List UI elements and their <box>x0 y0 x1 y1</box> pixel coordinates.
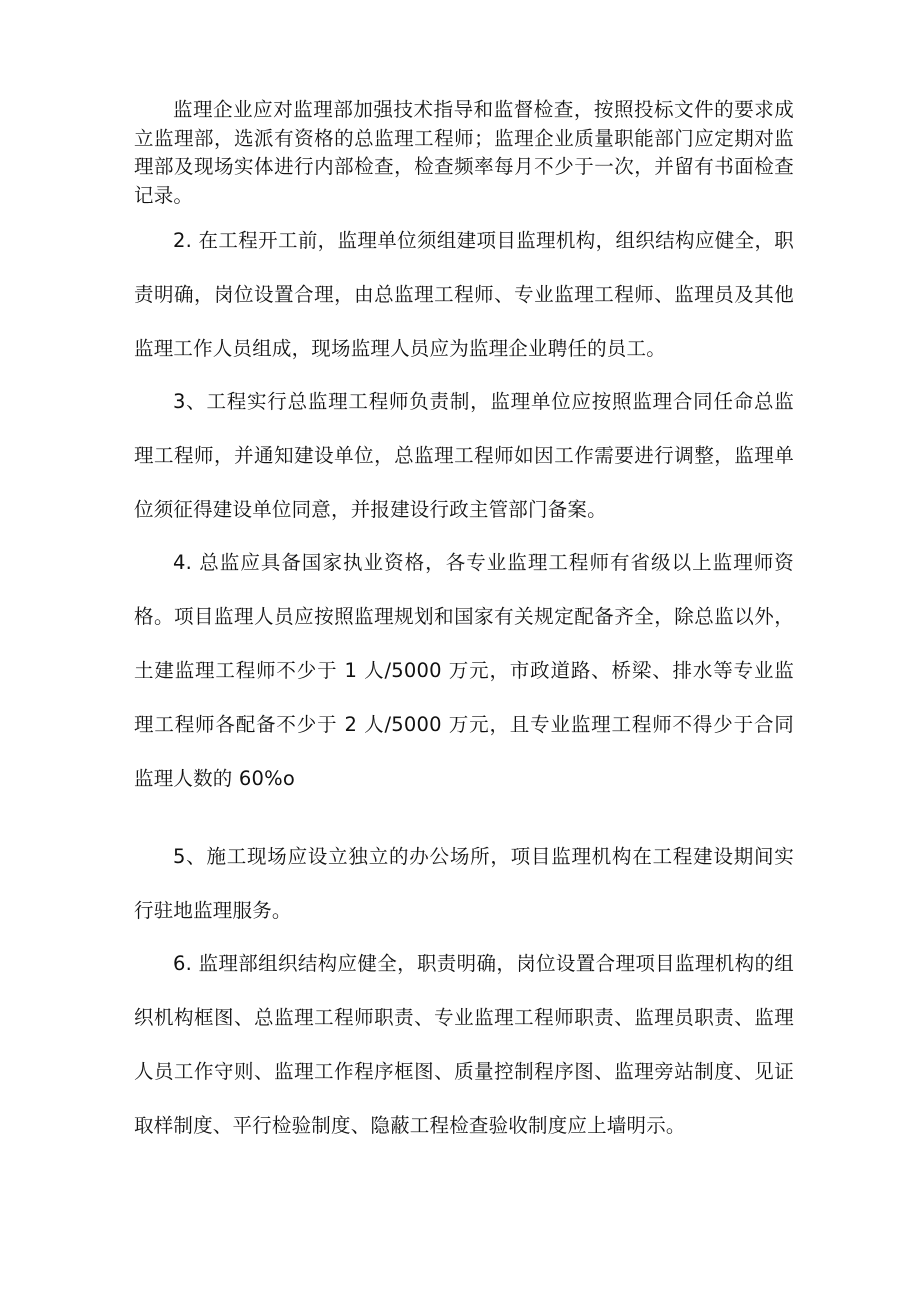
paragraph-item-5: 5、施工现场应设立独立的办公场所，项目监理机构在工程建设期间实行驻地监理服务。 <box>134 845 794 922</box>
paragraph-item-4: 4. 总监应具备国家执业资格，各专业监理工程师有省级以上监理师资格。项目监理人员应按照监理规划和国家有关规定配备齐全，除总监以外，土建监理工程师不少于 1 人/5000 万元，市政道路、桥梁、排水等专业监理工程师各配备不少于 2 人/5000 万元，且专业监理工程师不得少于合同监理人数的 60%o <box>134 551 794 790</box>
paragraph-item-6: 6. 监理部组织结构应健全，职责明确，岗位设置合理项目监理机构的组织机构框图、总监理工程师职责、专业监理工程师职责、监理员职责、监理人员工作守则、监理工作程序框图、质量控制程序图、监理旁站制度、见证取样制度、平行检验制度、隐蔽工程检查验收制度应上墙明示。 <box>134 952 794 1137</box>
paragraph-item-3: 3、工程实行总监理工程师负责制，监理单位应按照监理合同任命总监理工程师，并通知建设单位，总监理工程师如因工作需要进行调整，监理单位须征得建设单位同意，并报建设行政主管部门备案。 <box>134 390 794 521</box>
paragraph-supervision-enterprise: 监理企业应对监理部加强技术指导和监督检查，按照投标文件的要求成立监理部，选派有资格的总监理工程师；监理企业质量职能部门应定期对监理部及现场实体进行内部检查，检查频率每月不少于一次，并留有书面检查记录。 <box>134 98 794 207</box>
paragraph-item-2: 2. 在工程开工前，监理单位须组建项目监理机构，组织结构应健全，职责明确，岗位设置合理，由总监理工程师、专业监理工程师、监理员及其他监理工作人员组成，现场监理人员应为监理企业聘任的员工。 <box>134 229 794 360</box>
